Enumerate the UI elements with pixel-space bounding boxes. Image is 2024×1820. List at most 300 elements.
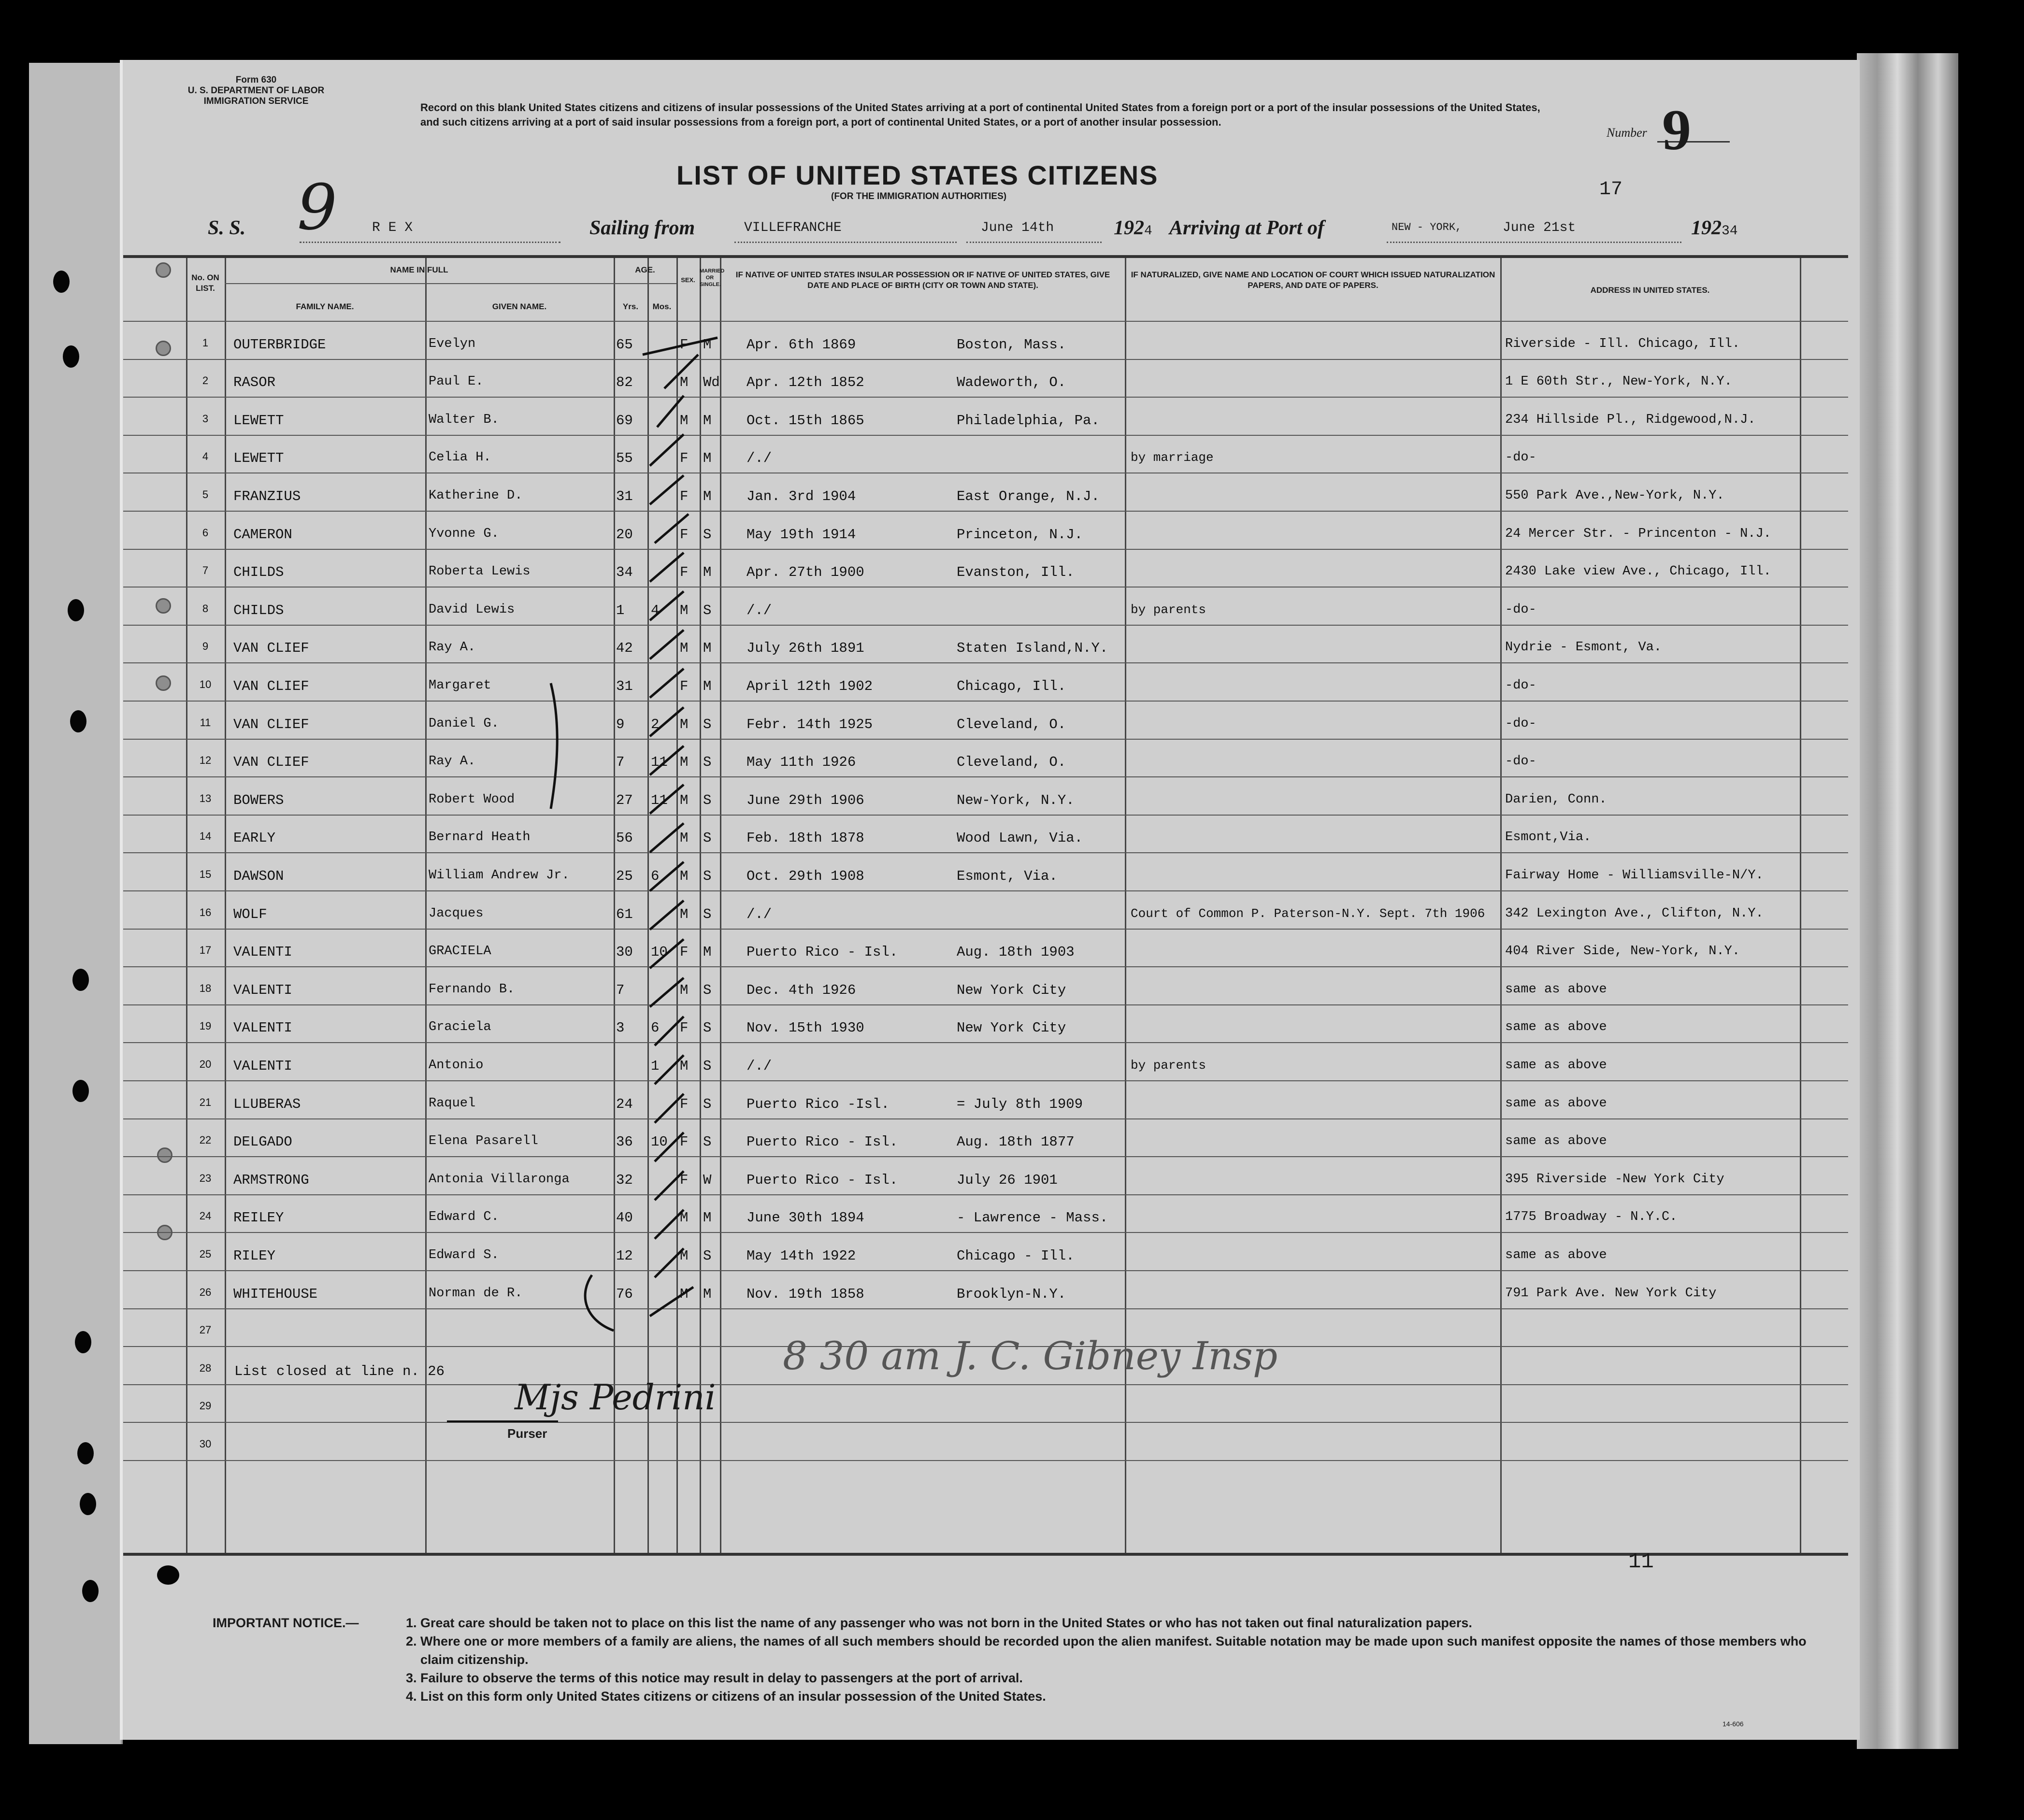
- given-name: Bernard Heath: [429, 830, 531, 845]
- col-header-no: No. ON LIST.: [191, 273, 219, 293]
- naturalization: Court of Common P. Paterson-N.Y. Sept. 7th 1906: [1131, 906, 1485, 921]
- address: same as above: [1505, 1020, 1607, 1034]
- address: Esmont,Via.: [1505, 830, 1592, 845]
- address: 1775 Broadway - N.Y.C.: [1505, 1210, 1678, 1224]
- punch-hole: [80, 1493, 96, 1515]
- marital-status: M: [703, 488, 712, 504]
- age-years: 56: [616, 830, 633, 846]
- address: same as above: [1505, 1058, 1607, 1073]
- address: -do-: [1505, 450, 1536, 465]
- birth-place: Chicago, Ill.: [957, 678, 1066, 694]
- marital-status: S: [703, 982, 712, 998]
- dotted-rule: [300, 242, 560, 243]
- birth-place: Aug. 18th 1903: [957, 944, 1075, 960]
- birth-date: Jan. 3rd 1904: [746, 488, 856, 504]
- address: -do-: [1505, 754, 1536, 769]
- birth-date: Puerto Rico - Isl.: [746, 944, 898, 960]
- address: same as above: [1505, 1096, 1607, 1111]
- row-number: 18: [199, 982, 212, 994]
- marital-status: M: [703, 678, 712, 694]
- family-name: RASOR: [233, 374, 276, 390]
- birth-date: May 11th 1926: [746, 754, 856, 770]
- departure-year-prefix: 192: [1114, 217, 1144, 239]
- given-name: Jacques: [429, 906, 484, 921]
- family-name: BOWERS: [233, 792, 284, 808]
- given-name: Ray A.: [429, 754, 476, 769]
- given-name: Antonia Villaronga: [429, 1172, 570, 1187]
- row-number: 1: [202, 337, 209, 349]
- number-label: Number: [1607, 126, 1647, 140]
- punch-hole: [72, 1080, 89, 1102]
- age-years: 25: [616, 868, 633, 884]
- marital-status: M: [703, 1286, 712, 1302]
- tick-mark: [650, 707, 684, 736]
- family-name: VALENTI: [233, 1020, 292, 1036]
- age-years: 7: [616, 982, 625, 998]
- marital-status: M: [703, 450, 712, 466]
- sex: F: [680, 944, 689, 960]
- tick-mark: [643, 338, 718, 355]
- given-name: Raquel: [429, 1096, 476, 1111]
- family-name: RILEY: [233, 1248, 276, 1264]
- family-name: FRANZIUS: [233, 488, 301, 504]
- department-name: U. S. DEPARTMENT OF LABOR: [187, 86, 325, 96]
- age-months: 6: [651, 868, 660, 884]
- birth-place: Chicago - Ill.: [957, 1248, 1075, 1264]
- list-closed-note: List closed at line n. 26: [234, 1363, 445, 1379]
- family-name: VAN CLIEF: [233, 717, 309, 732]
- birth-date: /./: [746, 1058, 772, 1074]
- marital-status: M: [703, 640, 712, 656]
- punch-hole: [70, 710, 86, 732]
- sex: F: [680, 488, 689, 504]
- birth-place: New-York, N.Y.: [957, 792, 1075, 808]
- age-years: 7: [616, 754, 625, 770]
- marital-status: M: [703, 413, 712, 429]
- col-header-name: NAME IN FULL: [390, 265, 448, 274]
- notice-item: 2. Where one or more members of a family are aliens, the names of all such members should be recorded upon the alien manifest. Suitable notation may be made upon such manifest opposite the names of those members who claim citizenship.: [406, 1634, 1807, 1667]
- sex: F: [680, 450, 689, 466]
- tick-mark: [650, 553, 684, 582]
- marital-status: S: [703, 906, 712, 922]
- row-number: 15: [199, 868, 212, 880]
- given-name: Evelyn: [429, 337, 476, 351]
- list-number: 9: [1662, 98, 1691, 162]
- arriving-label: Arriving at Port of: [1169, 217, 1324, 239]
- ship-name: R E X: [372, 220, 413, 235]
- address: -do-: [1505, 678, 1536, 693]
- marital-status: S: [703, 868, 712, 884]
- marital-status: S: [703, 754, 712, 770]
- punch-hole: [63, 345, 79, 368]
- age-months: 10: [651, 1134, 668, 1150]
- marital-status: M: [703, 1210, 712, 1226]
- given-name: Celia H.: [429, 450, 491, 465]
- given-name: Ray A.: [429, 640, 476, 655]
- birth-date: Apr. 27th 1900: [746, 564, 864, 580]
- sex: M: [680, 754, 689, 770]
- col-header-age: AGE.: [635, 265, 655, 274]
- age-years: 3: [616, 1020, 625, 1036]
- age-years: 31: [616, 678, 633, 694]
- birth-place: Philadelphia, Pa.: [957, 413, 1100, 429]
- tick-mark: [650, 1287, 693, 1316]
- col-header-given: GIVEN NAME.: [492, 302, 547, 311]
- marital-status: S: [703, 1134, 712, 1150]
- address: 2430 Lake view Ave., Chicago, Ill.: [1505, 564, 1771, 579]
- birth-date: Oct. 15th 1865: [746, 413, 864, 429]
- row-number: 27: [199, 1324, 212, 1336]
- family-name: VALENTI: [233, 1058, 292, 1074]
- given-name: Walter B.: [429, 413, 499, 427]
- birth-place: New York City: [957, 1020, 1066, 1036]
- marital-status: Wd: [703, 374, 720, 390]
- row-number: 21: [199, 1096, 212, 1108]
- age-months: 4: [651, 602, 660, 618]
- bracket-mark: [585, 1275, 614, 1331]
- tick-mark: [650, 630, 684, 659]
- address: same as above: [1505, 982, 1607, 997]
- sex: M: [680, 602, 689, 618]
- sex: M: [680, 792, 689, 808]
- tick-mark: [655, 1017, 684, 1046]
- page-subtitle: (FOR THE IMMIGRATION AUTHORITIES): [831, 191, 1007, 201]
- birth-date: /./: [746, 602, 772, 618]
- departure-port: VILLEFRANCHE: [744, 220, 842, 235]
- age-months: 11: [651, 792, 668, 808]
- birth-place: July 26 1901: [957, 1172, 1058, 1188]
- signature-line: [447, 1420, 558, 1422]
- row-number: 19: [199, 1020, 212, 1032]
- bracket-mark: [551, 683, 557, 809]
- birth-date: /./: [746, 450, 772, 466]
- family-name: ARMSTRONG: [233, 1172, 309, 1188]
- form-code: 14-606: [1723, 1720, 1744, 1728]
- notice-item: 4. List on this form only United States citizens or citizens of an insular possession of the United States.: [406, 1689, 1046, 1704]
- given-name: David Lewis: [429, 602, 515, 617]
- family-name: VALENTI: [233, 944, 292, 960]
- marital-status: M: [703, 564, 712, 580]
- birth-place: Cleveland, O.: [957, 754, 1066, 770]
- form-identifier: [184, 75, 329, 107]
- marital-status: W: [703, 1172, 712, 1188]
- age-years: 34: [616, 564, 633, 580]
- handwritten-list-mark: 9: [297, 171, 337, 244]
- departure-date: June 14th: [981, 220, 1054, 235]
- given-name: Norman de R.: [429, 1286, 523, 1301]
- given-name: Edward C.: [429, 1210, 499, 1224]
- age-years: 65: [616, 337, 633, 353]
- address: 404 River Side, New-York, N.Y.: [1505, 944, 1740, 959]
- given-name: Roberta Lewis: [429, 564, 531, 579]
- address: 342 Lexington Ave., Clifton, N.Y.: [1505, 906, 1764, 921]
- family-name: WHITEHOUSE: [233, 1286, 318, 1302]
- marital-status: M: [703, 944, 712, 960]
- age-years: 69: [616, 413, 633, 429]
- record-instructions: Record on this blank United States citizens and citizens of insular possessions of the United States arriving at a port of continental United States from a foreign port or a port of the insular possessions of the United States, and such citizens arriving at a port of said insular possessions from a foreign port, a port of continental United States, or a port of another insular possession.: [420, 101, 1540, 128]
- given-name: Edward S.: [429, 1248, 499, 1262]
- tick-mark: [650, 475, 684, 504]
- birth-date: July 26th 1891: [746, 640, 864, 656]
- birth-date: Oct. 29th 1908: [746, 868, 864, 884]
- birth-place: Cleveland, O.: [957, 717, 1066, 732]
- purser-signature: Mjs Pedrini: [515, 1377, 716, 1418]
- birth-date: Puerto Rico - Isl.: [746, 1134, 898, 1150]
- row-number: 14: [199, 830, 212, 842]
- tick-mark: [655, 1094, 684, 1123]
- naturalization: by parents: [1131, 602, 1206, 617]
- birth-place: Wood Lawn, Via.: [957, 830, 1083, 846]
- given-name: Robert Wood: [429, 792, 515, 807]
- sex: M: [680, 1286, 689, 1302]
- family-name: WOLF: [233, 906, 267, 922]
- address: 791 Park Ave. New York City: [1505, 1286, 1717, 1301]
- sex: F: [680, 1172, 689, 1188]
- birth-place: - Lawrence - Mass.: [957, 1210, 1108, 1226]
- birth-place: New York City: [957, 982, 1066, 998]
- birth-place: Esmont, Via.: [957, 868, 1058, 884]
- tick-mark: [650, 591, 684, 620]
- birth-place: Brooklyn-N.Y.: [957, 1286, 1066, 1302]
- age-years: 55: [616, 450, 633, 466]
- tick-mark: [655, 1171, 684, 1200]
- given-name: Yvonne G.: [429, 527, 499, 541]
- punch-hole: [157, 1565, 179, 1585]
- notice-items: [406, 1614, 1822, 1705]
- punch-hole: [68, 599, 84, 621]
- tick-mark: [650, 669, 684, 698]
- arrival-port: NEW - YORK,: [1392, 221, 1462, 233]
- family-name: LEWETT: [233, 450, 284, 466]
- col-header-married: MARRIED OR SINGLE.: [700, 268, 725, 287]
- family-name: LLUBERAS: [233, 1096, 301, 1112]
- sex: M: [680, 906, 689, 922]
- dotted-rule: [1387, 242, 1681, 243]
- sex: F: [680, 337, 689, 353]
- age-years: 40: [616, 1210, 633, 1226]
- age-years: 24: [616, 1096, 633, 1112]
- family-name: VAN CLIEF: [233, 754, 309, 770]
- row-number: 17: [199, 944, 212, 956]
- birth-date: Nov. 19th 1858: [746, 1286, 864, 1302]
- address: -do-: [1505, 717, 1536, 731]
- address: Fairway Home - Williamsville-N/Y.: [1505, 868, 1764, 883]
- birth-place: Boston, Mass.: [957, 337, 1066, 353]
- arrival-year: [1691, 216, 1738, 240]
- age-years: 9: [616, 717, 625, 732]
- age-years: 12: [616, 1248, 633, 1264]
- address: Darien, Conn.: [1505, 792, 1607, 807]
- marital-status: S: [703, 602, 712, 618]
- row-number: 16: [199, 906, 212, 918]
- address: 24 Mercer Str. - Princenton - N.J.: [1505, 527, 1771, 541]
- address: 234 Hillside Pl., Ridgewood,N.J.: [1505, 413, 1756, 427]
- birth-date: May 19th 1914: [746, 527, 856, 543]
- birth-date: Puerto Rico - Isl.: [746, 1172, 898, 1188]
- age-years: 20: [616, 527, 633, 543]
- ss-label: S. S.: [208, 217, 246, 239]
- address: same as above: [1505, 1248, 1607, 1262]
- col-header-address: ADDRESS IN UNITED STATES.: [1590, 286, 1710, 295]
- row-number: 25: [199, 1248, 212, 1260]
- birth-date: Apr. 12th 1852: [746, 374, 864, 390]
- given-name: Paul E.: [429, 374, 484, 389]
- row-number: 13: [199, 792, 212, 804]
- punch-hole: [75, 1331, 91, 1353]
- given-name: Antonio: [429, 1058, 484, 1073]
- age-months: 6: [651, 1020, 660, 1036]
- marital-status: S: [703, 1248, 712, 1264]
- family-name: CHILDS: [233, 564, 284, 580]
- birth-place: Princeton, N.J.: [957, 527, 1083, 543]
- notice-item: 3. Failure to observe the terms of this notice may result in delay to passengers at the port of arrival.: [406, 1671, 1023, 1685]
- address: Nydrie - Esmont, Va.: [1505, 640, 1662, 655]
- family-name: LEWETT: [233, 413, 284, 429]
- departure-year: [1114, 216, 1152, 240]
- birth-date: Nov. 15th 1930: [746, 1020, 864, 1036]
- age-months: 11: [651, 754, 668, 770]
- marital-status: S: [703, 792, 712, 808]
- arrival-year-suffix: 34: [1722, 224, 1738, 239]
- notice-label: IMPORTANT NOTICE.—: [213, 1616, 359, 1630]
- sex: M: [680, 982, 689, 998]
- col-header-family: FAMILY NAME.: [296, 302, 354, 311]
- tick-mark: [655, 514, 689, 543]
- birth-date: Febr. 14th 1925: [746, 717, 873, 732]
- sex: F: [680, 564, 689, 580]
- row-number: 11: [200, 717, 211, 729]
- row-number: 30: [199, 1438, 212, 1450]
- marital-status: S: [703, 830, 712, 846]
- given-name: Daniel G.: [429, 717, 499, 731]
- tick-mark: [650, 862, 684, 891]
- age-years: 32: [616, 1172, 633, 1188]
- address: 1 E 60th Str., New-York, N.Y.: [1505, 374, 1732, 389]
- tick-mark: [655, 1248, 684, 1277]
- row-number: 9: [202, 640, 209, 652]
- age-years: 31: [616, 488, 633, 504]
- family-name: DELGADO: [233, 1134, 292, 1150]
- birth-date: May 14th 1922: [746, 1248, 856, 1264]
- row-number: 29: [199, 1400, 212, 1412]
- service-name: IMMIGRATION SERVICE: [203, 96, 309, 106]
- birth-place: Evanston, Ill.: [957, 564, 1075, 580]
- row-number: 10: [199, 678, 212, 690]
- family-name: VAN CLIEF: [233, 640, 309, 656]
- tick-mark: [650, 785, 684, 814]
- sex: M: [680, 640, 689, 656]
- dotted-rule: [966, 242, 1102, 243]
- sex: M: [680, 1210, 689, 1226]
- family-name: VALENTI: [233, 982, 292, 998]
- marital-status: S: [703, 717, 712, 732]
- age-years: 36: [616, 1134, 633, 1150]
- naturalization: by parents: [1131, 1058, 1206, 1073]
- birth-date: Dec. 4th 1926: [746, 982, 856, 998]
- given-name: Margaret: [429, 678, 491, 693]
- tick-mark: [650, 978, 684, 1007]
- sex: F: [680, 1096, 689, 1112]
- col-header-mos: Mos.: [652, 302, 672, 311]
- birth-date: Feb. 18th 1878: [746, 830, 864, 846]
- arrival-year-prefix: 192: [1691, 217, 1722, 239]
- family-name: CAMERON: [233, 527, 292, 543]
- family-name: DAWSON: [233, 868, 284, 884]
- family-name: VAN CLIEF: [233, 678, 309, 694]
- notice-item: 1. Great care should be taken not to place on this list the name of any passenger who was not born in the United States or who has not taken out final naturalization papers.: [406, 1616, 1472, 1630]
- tick-mark: [650, 939, 684, 968]
- col-header-naturalized: IF NATURALIZED, GIVE NAME AND LOCATION OF COURT WHICH ISSUED NATURALIZATION PAPERS, AND DATE OF PAPERS.: [1131, 270, 1495, 290]
- sex: F: [680, 527, 689, 543]
- row-number: 26: [199, 1286, 212, 1298]
- row-number: 28: [199, 1362, 212, 1374]
- sex: M: [680, 717, 689, 732]
- age-years: 30: [616, 944, 633, 960]
- birth-place: Aug. 18th 1877: [957, 1134, 1075, 1150]
- sex: F: [680, 1134, 689, 1150]
- marital-status: M: [703, 337, 712, 353]
- punch-hole: [53, 271, 70, 293]
- marital-status: S: [703, 527, 712, 543]
- naturalization: by marriage: [1131, 450, 1214, 465]
- tick-mark: [655, 1210, 684, 1239]
- tick-mark: [655, 1055, 684, 1084]
- row-number: 5: [202, 488, 209, 501]
- address: Riverside - Ill. Chicago, Ill.: [1505, 337, 1740, 351]
- arrival-date: June 21st: [1503, 220, 1576, 235]
- row-number: 23: [199, 1172, 212, 1184]
- age-years: 1: [616, 602, 625, 618]
- purser-label: Purser: [507, 1426, 547, 1441]
- address: -do-: [1505, 602, 1536, 617]
- col-header-yrs: Yrs.: [622, 302, 639, 311]
- sex: M: [680, 1058, 689, 1074]
- age-years: 82: [616, 374, 633, 390]
- age-months: 2: [651, 717, 660, 732]
- tick-mark: [650, 434, 684, 466]
- sex: F: [680, 678, 689, 694]
- birth-date: /./: [746, 906, 772, 922]
- tick-mark: [655, 1132, 684, 1161]
- row-number: 24: [199, 1210, 212, 1222]
- row-number: 3: [202, 413, 209, 425]
- family-name: EARLY: [233, 830, 276, 846]
- form-number: Form 630: [235, 75, 277, 85]
- col-header-sex: SEX.: [681, 276, 695, 284]
- birth-date: June 29th 1906: [746, 792, 864, 808]
- tick-mark: [664, 355, 698, 388]
- age-years: 61: [616, 906, 633, 922]
- sex: M: [680, 1248, 689, 1264]
- col-header-native: IF NATIVE OF UNITED STATES INSULAR POSSESSION OR IF NATIVE OF UNITED STATES, GIVE DATE AND PLACE OF BIRTH (CITY OR TOWN AND STATE).: [735, 270, 1110, 290]
- birth-place: Wadeworth, O.: [957, 374, 1066, 390]
- family-name: CHILDS: [233, 602, 284, 618]
- birth-date: Puerto Rico -Isl.: [746, 1096, 890, 1112]
- given-name: Fernando B.: [429, 982, 515, 997]
- departure-year-suffix: 4: [1144, 224, 1152, 239]
- age-years: 42: [616, 640, 633, 656]
- family-name: REILEY: [233, 1210, 284, 1226]
- sailing-label: Sailing from: [589, 217, 695, 239]
- marital-status: S: [703, 1096, 712, 1112]
- row-number: 7: [202, 564, 209, 576]
- birth-date: Apr. 6th 1869: [746, 337, 856, 353]
- address: 550 Park Ave.,New-York, N.Y.: [1505, 488, 1724, 503]
- sex: M: [680, 830, 689, 846]
- page-title: LIST OF UNITED STATES CITIZENS: [676, 160, 1159, 190]
- sex: F: [680, 1020, 689, 1036]
- sex: M: [680, 413, 689, 429]
